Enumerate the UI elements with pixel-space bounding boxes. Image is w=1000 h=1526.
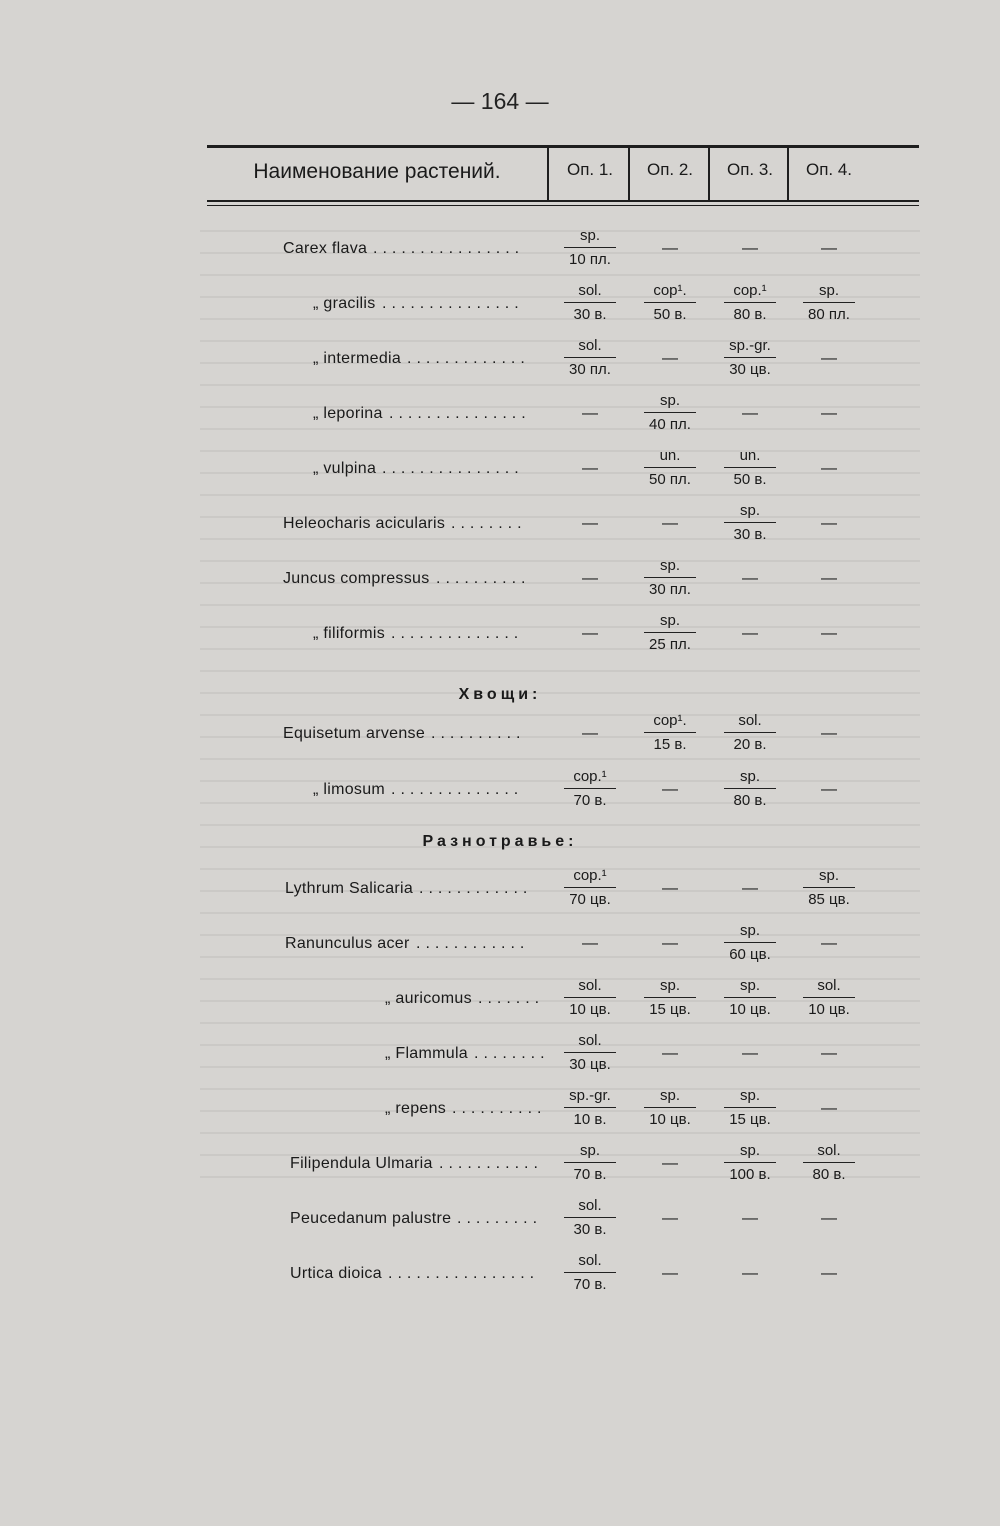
dot-leader: ........ <box>451 515 527 532</box>
empty-dash: — <box>821 1265 837 1282</box>
abundance-value: sol. <box>578 1197 602 1214</box>
empty-dash: — <box>662 935 678 952</box>
abundance-cell-op-4 <box>792 501 866 547</box>
height-phase-value: 15 цв. <box>729 1111 771 1128</box>
column-header-op-1: Оп. 1. <box>566 160 614 179</box>
header-divider <box>628 147 630 202</box>
abundance-cell-op-2 <box>633 501 707 547</box>
height-phase-value: 70 в. <box>573 792 607 809</box>
fraction-bar <box>564 1052 616 1053</box>
column-header-op-3: Оп. 3. <box>726 160 774 179</box>
abundance-cell-op-3 <box>713 556 787 602</box>
fraction-bar <box>564 1217 616 1218</box>
fraction-bar <box>724 732 776 733</box>
dot-leader: ......... <box>457 1210 543 1227</box>
table-row <box>0 1252 1000 1305</box>
abundance-cell-op-4 <box>792 226 866 272</box>
abundance-cell-op-3 <box>713 1031 787 1077</box>
abundance-cell-op-1 <box>553 336 627 382</box>
abundance-cell-op-1 <box>553 556 627 602</box>
abundance-value: sp.-gr. <box>569 1087 611 1104</box>
abundance-cell-op-2 <box>633 391 707 437</box>
abundance-value: sol. <box>738 712 762 729</box>
empty-dash: — <box>821 405 837 422</box>
abundance-cell-op-1 <box>553 226 627 272</box>
empty-dash: — <box>821 350 837 367</box>
abundance-cell-op-4 <box>792 1251 866 1297</box>
fraction-bar <box>803 997 855 998</box>
plant-name: Juncus compressus <box>283 570 430 587</box>
abundance-cell-op-1 <box>553 501 627 547</box>
plant-name: Lythrum Salicaria <box>285 880 414 897</box>
abundance-cell-op-4 <box>792 767 866 813</box>
abundance-value: sp. <box>739 768 760 785</box>
fraction-bar <box>724 942 776 943</box>
dot-leader: ................ <box>373 240 525 257</box>
fraction-bar <box>644 732 696 733</box>
height-phase-value: 80 в. <box>812 1166 846 1183</box>
empty-dash: — <box>662 781 678 798</box>
abundance-value: sp. <box>818 867 839 884</box>
abundance-cell-op-4 <box>792 1031 866 1077</box>
empty-dash: — <box>662 350 678 367</box>
abundance-cell-op-3 <box>713 767 787 813</box>
abundance-cell-op-3 <box>713 1251 787 1297</box>
fraction-bar <box>644 997 696 998</box>
height-phase-value: 50 пл. <box>649 471 691 488</box>
abundance-cell-op-1 <box>553 281 627 327</box>
table-row <box>0 922 1000 975</box>
fraction-bar <box>564 1272 616 1273</box>
empty-dash: — <box>582 460 598 477</box>
empty-dash: — <box>742 880 758 897</box>
abundance-cell-op-2 <box>633 711 707 757</box>
fraction-bar <box>724 522 776 523</box>
height-phase-value: 60 цв. <box>729 946 771 963</box>
abundance-value: sp. <box>659 1087 680 1104</box>
height-phase-value: 30 в. <box>733 526 767 543</box>
height-phase-value: 10 цв. <box>729 1001 771 1018</box>
dot-leader: ....... <box>478 990 545 1007</box>
empty-dash: — <box>582 625 598 642</box>
abundance-cell-op-3 <box>713 976 787 1022</box>
abundance-cell-op-2 <box>633 1031 707 1077</box>
abundance-cell-op-3 <box>713 611 787 657</box>
plant-name: „ limosum <box>313 781 386 798</box>
plant-name: „ auricomus <box>385 990 472 1007</box>
table-top-rule <box>207 145 919 148</box>
abundance-cell-op-3 <box>713 501 787 547</box>
header-divider <box>547 147 549 202</box>
abundance-cell-op-3 <box>713 921 787 967</box>
fraction-bar <box>724 1107 776 1108</box>
abundance-cell-op-4 <box>792 391 866 437</box>
height-phase-value: 10 пл. <box>569 251 611 268</box>
dot-leader: ............... <box>382 295 524 312</box>
abundance-cell-op-2 <box>633 1141 707 1187</box>
abundance-cell-op-4 <box>792 281 866 327</box>
abundance-cell-op-2 <box>633 556 707 602</box>
height-phase-value: 25 пл. <box>649 636 691 653</box>
fraction-bar <box>803 302 855 303</box>
table-row <box>0 712 1000 765</box>
abundance-cell-op-1 <box>553 1251 627 1297</box>
table-row <box>0 1087 1000 1140</box>
plant-name: „ repens <box>385 1100 447 1117</box>
abundance-cell-op-2 <box>633 767 707 813</box>
abundance-cell-op-4 <box>792 711 866 757</box>
abundance-cell-op-2 <box>633 446 707 492</box>
abundance-cell-op-2 <box>633 1196 707 1242</box>
empty-dash: — <box>662 1210 678 1227</box>
height-phase-value: 30 в. <box>573 1221 607 1238</box>
abundance-cell-op-3 <box>713 866 787 912</box>
abundance-value: sol. <box>578 282 602 299</box>
abundance-value: sp.-gr. <box>729 337 771 354</box>
abundance-value: sp. <box>739 1142 760 1159</box>
height-phase-value: 85 цв. <box>808 891 850 908</box>
abundance-value: sp. <box>739 502 760 519</box>
abundance-cell-op-4 <box>792 1141 866 1187</box>
empty-dash: — <box>582 570 598 587</box>
abundance-cell-op-3 <box>713 446 787 492</box>
height-phase-value: 80 в. <box>733 792 767 809</box>
abundance-value: sp. <box>579 227 600 244</box>
plant-name: Filipendula Ulmaria <box>290 1155 433 1172</box>
abundance-cell-op-1 <box>553 866 627 912</box>
abundance-cell-op-1 <box>553 391 627 437</box>
abundance-cell-op-2 <box>633 921 707 967</box>
abundance-value: sp. <box>739 922 760 939</box>
abundance-cell-op-4 <box>792 611 866 657</box>
height-phase-value: 30 цв. <box>569 1056 611 1073</box>
abundance-value: sp. <box>739 1087 760 1104</box>
table-row <box>0 557 1000 610</box>
column-header-op-2: Оп. 2. <box>646 160 694 179</box>
plant-name: „ gracilis <box>313 295 376 312</box>
empty-dash: — <box>582 935 598 952</box>
fraction-bar <box>564 1162 616 1163</box>
dot-leader: ............ <box>419 880 533 897</box>
fraction-bar <box>564 1107 616 1108</box>
dot-leader: .......... <box>431 725 526 742</box>
height-phase-value: 30 в. <box>573 306 607 323</box>
height-phase-value: 50 в. <box>733 471 767 488</box>
empty-dash: — <box>742 1210 758 1227</box>
fraction-bar <box>644 302 696 303</box>
abundance-value: sp. <box>659 557 680 574</box>
height-phase-value: 30 пл. <box>649 581 691 598</box>
dot-leader: ............ <box>416 935 530 952</box>
empty-dash: — <box>662 1155 678 1172</box>
empty-dash: — <box>821 935 837 952</box>
table-row <box>0 768 1000 821</box>
abundance-value: sp. <box>659 612 680 629</box>
empty-dash: — <box>821 570 837 587</box>
fraction-bar <box>644 412 696 413</box>
abundance-cell-op-1 <box>553 1141 627 1187</box>
plant-name: Ranunculus acer <box>285 935 410 952</box>
fraction-bar <box>724 357 776 358</box>
fraction-bar <box>724 788 776 789</box>
dot-leader: ........... <box>439 1155 543 1172</box>
dot-leader: ............. <box>407 350 530 367</box>
abundance-value: sol. <box>817 977 841 994</box>
abundance-cell-op-1 <box>553 1031 627 1077</box>
height-phase-value: 15 в. <box>653 736 687 753</box>
abundance-cell-op-1 <box>553 446 627 492</box>
height-phase-value: 20 в. <box>733 736 767 753</box>
abundance-value: cop.¹ <box>733 282 767 299</box>
table-row <box>0 502 1000 555</box>
height-phase-value: 10 в. <box>573 1111 607 1128</box>
column-header-op-4: Оп. 4. <box>805 160 853 179</box>
abundance-cell-op-2 <box>633 226 707 272</box>
abundance-cell-op-2 <box>633 1086 707 1132</box>
abundance-cell-op-3 <box>713 226 787 272</box>
abundance-cell-op-2 <box>633 611 707 657</box>
abundance-value: sp. <box>659 392 680 409</box>
table-row <box>0 1197 1000 1250</box>
abundance-cell-op-3 <box>713 336 787 382</box>
column-header-plant-name: Наименование растений. <box>253 160 501 183</box>
empty-dash: — <box>742 625 758 642</box>
empty-dash: — <box>662 1265 678 1282</box>
empty-dash: — <box>662 240 678 257</box>
empty-dash: — <box>662 880 678 897</box>
height-phase-value: 70 в. <box>573 1276 607 1293</box>
abundance-cell-op-4 <box>792 556 866 602</box>
abundance-value: un. <box>739 447 761 464</box>
abundance-value: sol. <box>817 1142 841 1159</box>
empty-dash: — <box>821 781 837 798</box>
height-phase-value: 100 в. <box>729 1166 771 1183</box>
empty-dash: — <box>821 725 837 742</box>
abundance-cell-op-4 <box>792 921 866 967</box>
abundance-value: sol. <box>578 337 602 354</box>
empty-dash: — <box>582 405 598 422</box>
abundance-cell-op-4 <box>792 446 866 492</box>
table-row <box>0 1142 1000 1195</box>
fraction-bar <box>803 1162 855 1163</box>
abundance-cell-op-4 <box>792 1196 866 1242</box>
height-phase-value: 30 пл. <box>569 361 611 378</box>
plant-name: Carex flava <box>283 240 368 257</box>
dot-leader: ........ <box>474 1045 550 1062</box>
dot-leader: ................ <box>388 1265 540 1282</box>
abundance-cell-op-1 <box>553 767 627 813</box>
empty-dash: — <box>821 515 837 532</box>
section-title-forbs: Разнотравье: <box>422 833 578 850</box>
height-phase-value: 40 пл. <box>649 416 691 433</box>
empty-dash: — <box>742 1265 758 1282</box>
abundance-value: cop.¹ <box>573 768 607 785</box>
empty-dash: — <box>662 1045 678 1062</box>
empty-dash: — <box>821 460 837 477</box>
dot-leader: .............. <box>391 781 524 798</box>
abundance-cell-op-3 <box>713 711 787 757</box>
abundance-cell-op-3 <box>713 1086 787 1132</box>
empty-dash: — <box>742 1045 758 1062</box>
abundance-cell-op-1 <box>553 611 627 657</box>
plant-name: Equisetum arvense <box>283 725 426 742</box>
empty-dash: — <box>821 1210 837 1227</box>
section-title-horsetails: Хвощи: <box>458 686 542 703</box>
table-row <box>0 867 1000 920</box>
abundance-cell-op-4 <box>792 976 866 1022</box>
abundance-value: sp. <box>818 282 839 299</box>
abundance-cell-op-1 <box>553 711 627 757</box>
abundance-cell-op-2 <box>633 281 707 327</box>
fraction-bar <box>644 1107 696 1108</box>
height-phase-value: 80 пл. <box>808 306 850 323</box>
dot-leader: ............... <box>389 405 531 422</box>
page-number: — 164 — <box>451 88 549 114</box>
abundance-cell-op-4 <box>792 1086 866 1132</box>
plant-name: „ intermedia <box>313 350 402 367</box>
empty-dash: — <box>582 515 598 532</box>
header-bottom-rule-thin <box>207 205 919 206</box>
height-phase-value: 80 в. <box>733 306 767 323</box>
abundance-cell-op-1 <box>553 1086 627 1132</box>
plant-name: „ filiformis <box>313 625 386 642</box>
abundance-cell-op-2 <box>633 866 707 912</box>
empty-dash: — <box>662 515 678 532</box>
abundance-value: sol. <box>578 1032 602 1049</box>
abundance-value: un. <box>659 447 681 464</box>
table-row <box>0 337 1000 390</box>
abundance-cell-op-2 <box>633 1251 707 1297</box>
dot-leader: .......... <box>436 570 531 587</box>
empty-dash: — <box>742 240 758 257</box>
abundance-cell-op-3 <box>713 1141 787 1187</box>
empty-dash: — <box>821 625 837 642</box>
fraction-bar <box>564 788 616 789</box>
abundance-cell-op-4 <box>792 866 866 912</box>
abundance-cell-op-4 <box>792 336 866 382</box>
fraction-bar <box>644 577 696 578</box>
plant-name: Heleocharis acicularis <box>283 515 446 532</box>
abundance-cell-op-3 <box>713 391 787 437</box>
height-phase-value: 70 в. <box>573 1166 607 1183</box>
fraction-bar <box>644 467 696 468</box>
abundance-cell-op-3 <box>713 281 787 327</box>
empty-dash: — <box>742 570 758 587</box>
fraction-bar <box>724 302 776 303</box>
fraction-bar <box>724 997 776 998</box>
table-row <box>0 447 1000 500</box>
abundance-value: sol. <box>578 1252 602 1269</box>
fraction-bar <box>564 302 616 303</box>
abundance-value: sp. <box>579 1142 600 1159</box>
plant-name: Peucedanum palustre <box>290 1210 452 1227</box>
height-phase-value: 10 цв. <box>649 1111 691 1128</box>
abundance-value: cop.¹ <box>573 867 607 884</box>
empty-dash: — <box>821 1100 837 1117</box>
empty-dash: — <box>821 1045 837 1062</box>
fraction-bar <box>564 247 616 248</box>
fraction-bar <box>564 357 616 358</box>
table-row <box>0 282 1000 335</box>
dot-leader: .............. <box>391 625 524 642</box>
fraction-bar <box>803 887 855 888</box>
fraction-bar <box>564 997 616 998</box>
height-phase-value: 15 цв. <box>649 1001 691 1018</box>
table-row <box>0 1032 1000 1085</box>
abundance-cell-op-2 <box>633 976 707 1022</box>
abundance-value: sp. <box>739 977 760 994</box>
dot-leader: .......... <box>452 1100 547 1117</box>
fraction-bar <box>644 632 696 633</box>
abundance-cell-op-1 <box>553 976 627 1022</box>
abundance-value: cop¹. <box>653 712 687 729</box>
height-phase-value: 50 в. <box>653 306 687 323</box>
empty-dash: — <box>821 240 837 257</box>
height-phase-value: 10 цв. <box>808 1001 850 1018</box>
fraction-bar <box>724 1162 776 1163</box>
plant-name: „ Flammula <box>385 1045 469 1062</box>
plant-name: „ vulpina <box>313 460 377 477</box>
dot-leader: ............... <box>382 460 524 477</box>
table-row <box>0 977 1000 1030</box>
abundance-cell-op-3 <box>713 1196 787 1242</box>
table-row <box>0 612 1000 665</box>
height-phase-value: 10 цв. <box>569 1001 611 1018</box>
abundance-value: cop¹. <box>653 282 687 299</box>
abundance-cell-op-1 <box>553 1196 627 1242</box>
height-phase-value: 30 цв. <box>729 361 771 378</box>
empty-dash: — <box>582 725 598 742</box>
plant-name: „ leporina <box>313 405 383 422</box>
abundance-cell-op-2 <box>633 336 707 382</box>
abundance-cell-op-1 <box>553 921 627 967</box>
table-row <box>0 392 1000 445</box>
empty-dash: — <box>742 405 758 422</box>
header-bottom-rule <box>207 200 919 202</box>
fraction-bar <box>564 887 616 888</box>
fraction-bar <box>724 467 776 468</box>
height-phase-value: 70 цв. <box>569 891 611 908</box>
table-row <box>0 227 1000 280</box>
plant-name: Urtica dioica <box>290 1265 382 1282</box>
header-divider <box>708 147 710 202</box>
abundance-value: sp. <box>659 977 680 994</box>
abundance-value: sol. <box>578 977 602 994</box>
